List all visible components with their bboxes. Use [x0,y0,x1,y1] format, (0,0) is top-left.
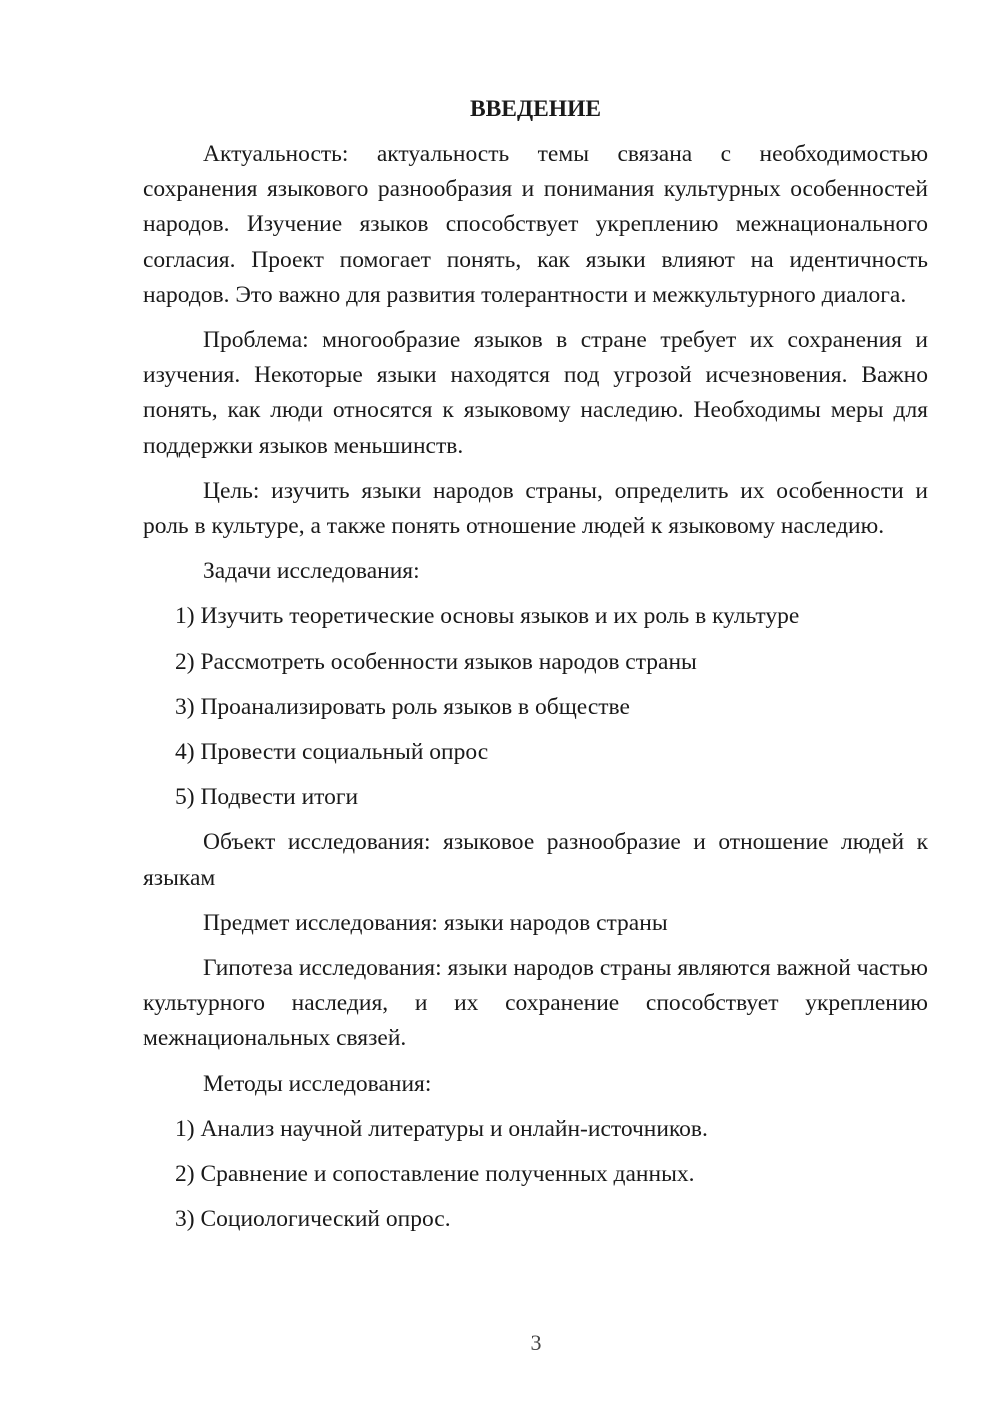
object-paragraph: Объект исследования: языковое разнообразие и отношение людей к языкам [143,829,928,891]
page-number: 3 [530,1330,542,1355]
task-item: 3) Проанализировать роль языков в обществе [175,693,630,720]
relevance-paragraph: Актуальность: актуальность темы связана с необходимостью сохранения языкового разнообразия и понимания культурных особенностей народов. Изучение языков способствует укреплению межнационального согласия. Проект помогает понять, как языки влияют на идентичность народов. Это важно для развития толерантности и межкультурного диалога. [143,141,928,308]
tasks-heading: Задачи исследования: [203,558,420,585]
task-item: 2) Рассмотреть особенности языков народов страны [175,648,697,675]
methods-list [143,1112,928,1238]
methods-heading: Методы исследования: [203,1070,432,1097]
method-item: 1) Анализ научной литературы и онлайн-источников. [175,1115,708,1142]
subject-paragraph: Предмет исследования: языки народов страны [203,909,668,936]
task-item: 4) Провести социальный опрос [175,739,489,766]
problem-paragraph: Проблема: многообразие языков в стране требует их сохранения и изучения. Некоторые языки находятся под угрозой исчезновения. Важно понять, как люди относятся к языковому наследию. Необходимы меры для поддержки языков меньшинств. [143,327,928,459]
section-title: ВВЕДЕНИЕ [469,96,602,122]
hypothesis-paragraph: Гипотеза исследования: языки народов страны являются важной частью культурного наследия, и их сохранение способствует укреплению межнациональных связей. [143,955,928,1052]
task-item: 5) Подвести итоги [175,784,359,811]
page-content [143,92,928,1247]
method-item: 3) Социологический опрос. [175,1206,451,1233]
method-item: 2) Сравнение и сопоставление полученных данных. [175,1161,695,1188]
goal-paragraph: Цель: изучить языки народов страны, определить их особенности и роль в культуре, а также понять отношение людей к языковому наследию. [143,477,928,540]
task-item: 1) Изучить теоретические основы языков и их роль в культуре [175,603,800,630]
tasks-list [143,599,928,815]
